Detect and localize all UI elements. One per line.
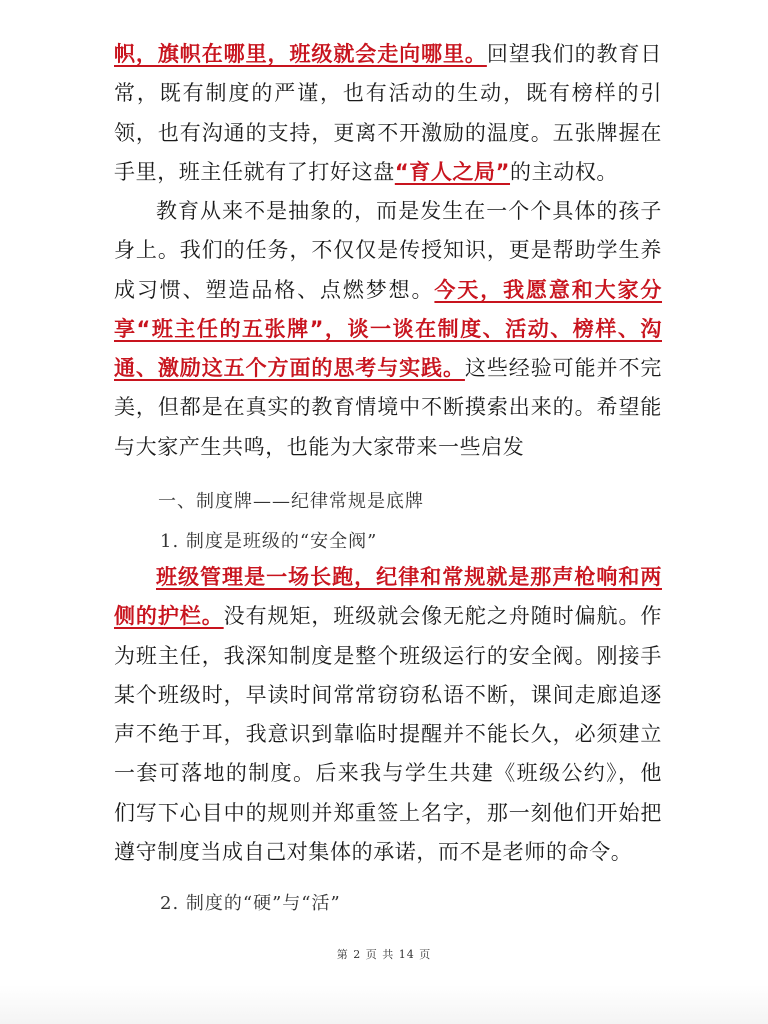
body-text: 教育从来不是抽象的，而是发生在一个个具体的孩子身上。我们的任务，不仅仅是传授知识，更是帮助学生养成习惯、塑造品格、点燃梦想。 — [114, 199, 662, 302]
paragraph-education — [114, 192, 662, 467]
body-text: 没有规矩，班级就会像无舵之舟随时偏航。作为班主任，我深知制度是整个班级运行的安全阀。刚接手某个班级时，早读时间常常窃窃私语不断，课间走廊追逐声不绝于耳，我意识到靠临时提醒并不能长久，必须建立一套可落地的制度。后来我与学生共建《班级公约》，他们写下心目中的规则并郑重签上名字，那一刻他们开始把遵守制度当成自己对集体的承诺，而不是老师的命令。 — [114, 604, 663, 865]
paragraph-rules — [114, 558, 662, 872]
highlight-text: 帜，旗帜在哪里，班级就会走向哪里。 — [114, 42, 487, 66]
section-heading: 一、制度牌——纪律常规是底牌 — [158, 491, 424, 512]
page-bottom-edge — [0, 985, 768, 1024]
page-footer: 第 2 页 共 14 页 — [336, 948, 432, 961]
body-text: 这些经验可能并不完美，但都是在真实的教育情境中不断摸索出来的。希望能与大家产生共鸣，也能为大家带来一些启发 — [114, 356, 662, 459]
subsection-heading: 2. 制度的“硬”与“活” — [160, 893, 341, 914]
body-text: 回望我们的教育日常，既有制度的严谨，也有活动的生动，既有榜样的引领，也有沟通的支持，更离不开激励的温度。五张牌握在手里，班主任就有了打好这盘 — [114, 42, 662, 184]
highlight-text: 今天，我愿意和大家分享“班主任的五张牌”，谈一谈在制度、活动、榜样、沟通、激励这五个方面的思考与实践。 — [114, 277, 663, 381]
paragraph-intro — [114, 35, 662, 192]
body-text: 的主动权。 — [510, 159, 619, 184]
subsection-heading: 1. 制度是班级的“安全阀” — [160, 531, 378, 552]
highlight-text: “育人之局” — [394, 159, 511, 184]
highlight-text: 班级管理是一场长跑，纪律和常规就是那声枪响和两侧的护栏。 — [114, 565, 662, 629]
